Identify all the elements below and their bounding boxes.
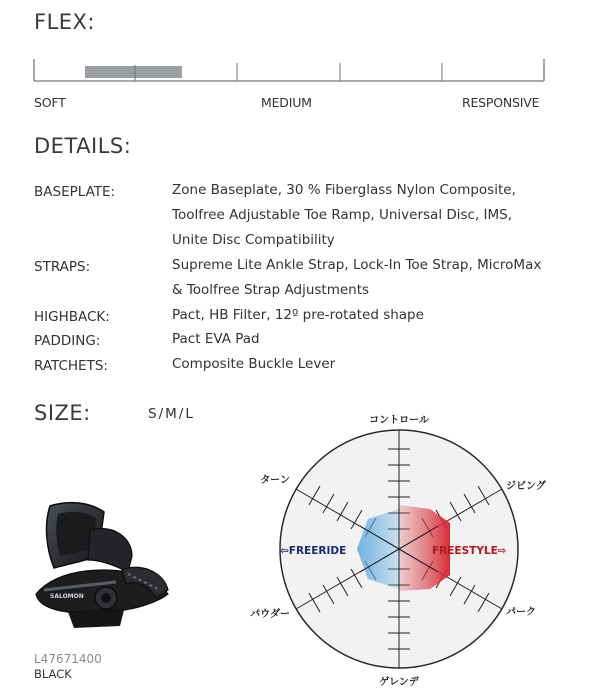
- details-value: [172, 253, 572, 303]
- size-value: S/M/L: [148, 406, 195, 422]
- details-value-line: Zone Baseplate, 30 % Fiberglass Nylon Composite,: [172, 182, 516, 198]
- details-title: DETAILS:: [34, 134, 132, 158]
- product-sku: L47671400: [34, 652, 102, 666]
- details-value-line: Toolfree Adjustable Toe Ramp, Universal Disc, IMS,: [172, 207, 513, 223]
- details-value: [172, 327, 572, 352]
- flex-title: FLEX:: [34, 10, 96, 34]
- details-value: [172, 352, 572, 377]
- axis-label-lower-right: パーク: [506, 607, 536, 618]
- axis-label-lower-left: パウダー: [250, 609, 290, 620]
- details-label: PADDING:: [34, 333, 101, 349]
- details-label: BASEPLATE:: [34, 184, 116, 200]
- details-label: STRAPS:: [34, 259, 91, 275]
- details-value-line: Composite Buckle Lever: [172, 356, 336, 372]
- svg-text:SALOMON: SALOMON: [50, 593, 84, 600]
- details-value: [172, 303, 572, 328]
- flex-label-medium: MEDIUM: [261, 95, 312, 110]
- axis-label-bottom: ゲレンデ: [379, 677, 419, 688]
- size-title: SIZE:: [34, 401, 91, 425]
- axis-label-upper-left: ターン: [260, 475, 290, 486]
- details-value-line: Pact, HB Filter, 12º pre-rotated shape: [172, 307, 424, 323]
- product-color: BLACK: [34, 667, 72, 681]
- binding-product-image: [28, 498, 178, 648]
- axis-label-top: コントロール: [369, 415, 429, 426]
- freeride-label: ⇦FREERIDE: [280, 545, 347, 557]
- flex-level-bar: [85, 66, 182, 78]
- axis-label-upper-right: ジビング: [506, 481, 546, 492]
- flex-label-responsive: RESPONSIVE: [462, 95, 540, 110]
- flex-scale: [30, 55, 550, 85]
- flex-label-soft: SOFT: [34, 95, 66, 110]
- riding-style-diagram: [240, 405, 580, 695]
- details-value-line: Pact EVA Pad: [172, 331, 260, 347]
- details-label: RATCHETS:: [34, 358, 108, 374]
- details-value-line: & Toolfree Strap Adjustments: [172, 282, 370, 298]
- details-value-line: Unite Disc Compatibility: [172, 232, 335, 248]
- details-value: [172, 178, 572, 253]
- freestyle-label: FREESTYLE⇨: [432, 545, 507, 557]
- details-value-line: Supreme Lite Ankle Strap, Lock-In Toe Strap, MicroMax: [172, 257, 542, 273]
- details-label: HIGHBACK:: [34, 309, 110, 325]
